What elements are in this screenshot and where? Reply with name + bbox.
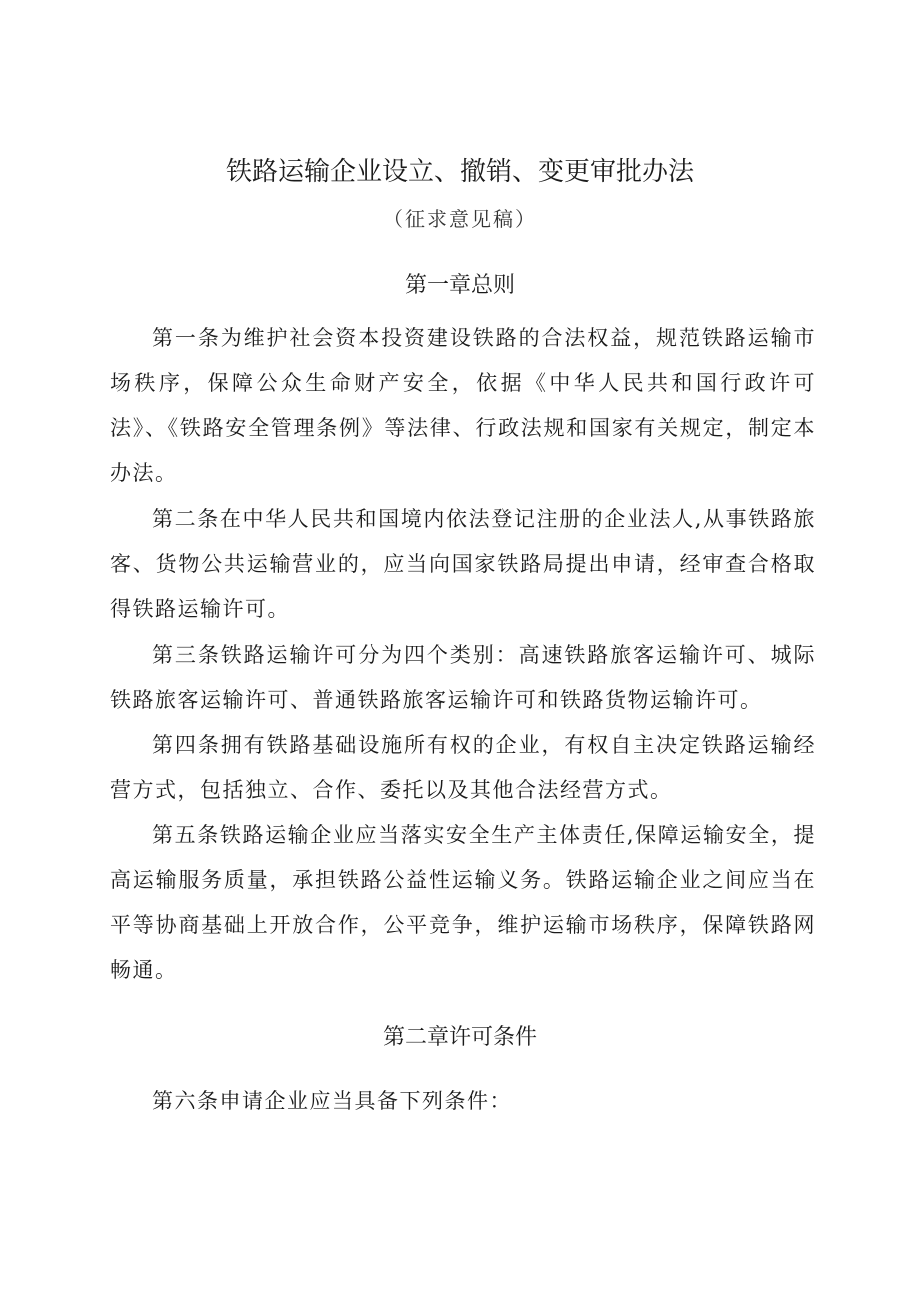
article-2: 第二条在中华人民共和国境内依法登记注册的企业法人,从事铁路旅客、货物公共运输营业的，应当向国家铁路局提出申请，经审查合格取得铁路运输许可。	[110, 507, 816, 621]
article-4: 第四条拥有铁路基础设施所有权的企业，有权自主决定铁路运输经营方式，包括独立、合作、委托以及其他合法经营方式。	[110, 733, 816, 802]
article-5: 第五条铁路运输企业应当落实安全生产主体责任,保障运输安全，提高运输服务质量，承担铁路公益性运输义务。铁路运输企业之间应当在平等协商基础上开放合作，公平竞争，维护运输市场秩序，保障铁路网畅通。	[110, 823, 816, 982]
article-1: 第一条为维护社会资本投资建设铁路的合法权益，规范铁路运输市场秩序，保障公众生命财产安全，依据《中华人民共和国行政许可法》、《铁路安全管理条例》等法律、行政法规和国家有关规定，制定本办法。	[110, 326, 816, 485]
article-6: 第六条申请企业应当具备下列条件：	[152, 1089, 512, 1113]
article-3: 第三条铁路运输许可分为四个类别：高速铁路旅客运输许可、城际铁路旅客运输许可、普通铁路旅客运输许可和铁路货物运输许可。	[110, 643, 816, 712]
document-subtitle: （征求意见稿）	[383, 207, 537, 231]
document-title: 铁路运输企业设立、撤销、变更审批办法	[225, 157, 694, 187]
chapter-heading-2: 第二章许可条件	[382, 1025, 537, 1050]
chapter-heading-1: 第一章总则	[404, 273, 515, 298]
